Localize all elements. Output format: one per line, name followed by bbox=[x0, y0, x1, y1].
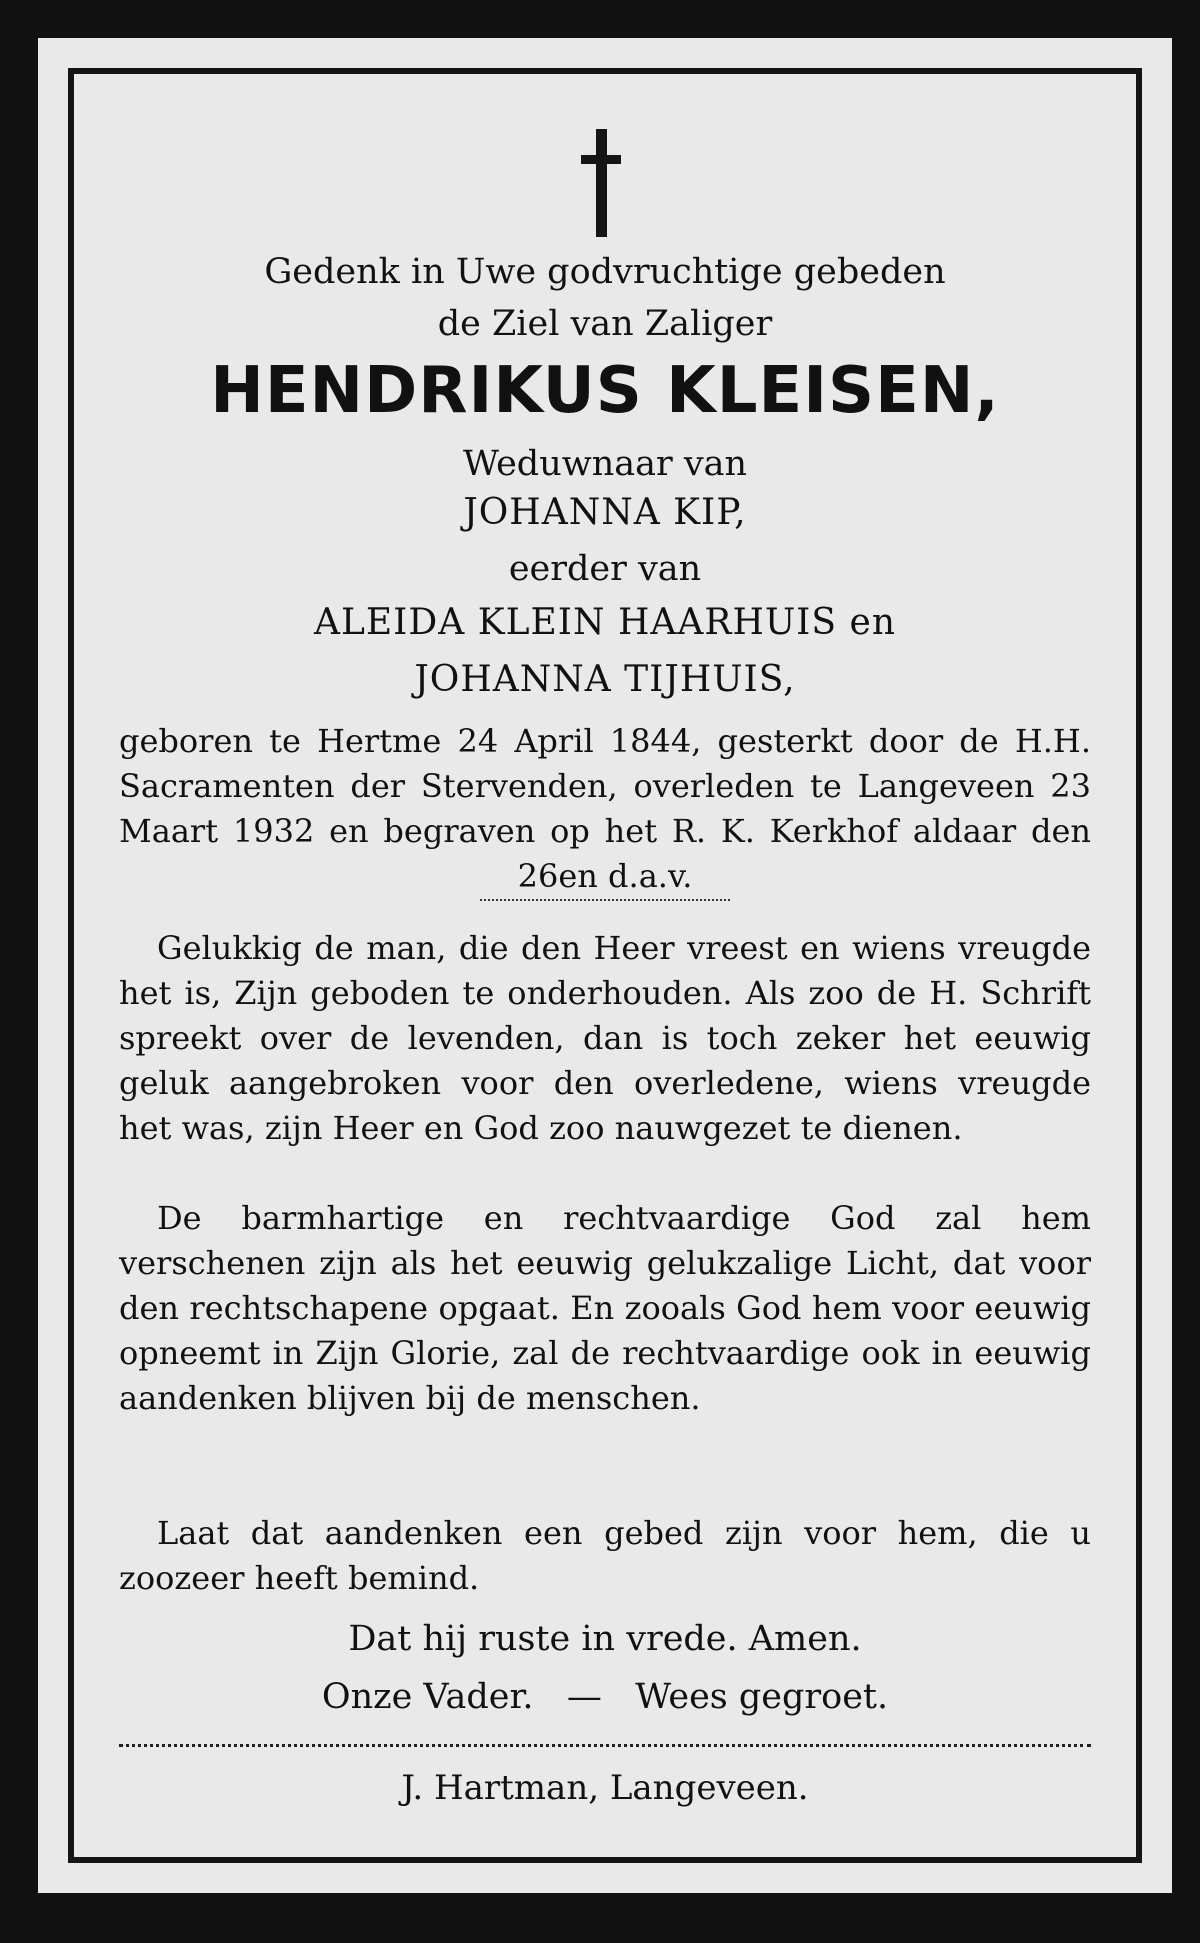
paragraph-2: De barmhartige en rechtvaardige God zal hem verschenen zijn als het eeuwig gelukzalige Licht, dat voor den rechtschapene opgaat. En zooals God hem voor eeuwig opneemt in Zijn Glorie, zal de rechtvaardige ook in eeuwig aandenken blijven bij de menschen. bbox=[119, 1199, 1091, 1417]
intro-line-2: de Ziel van Zaliger bbox=[437, 304, 773, 344]
printer-credit: J. Hartman, Langeveen. bbox=[401, 1768, 809, 1808]
card-border bbox=[68, 68, 1142, 1863]
footer-divider bbox=[119, 1744, 1091, 1747]
wife-name-3: JOHANNA TIJHUIS, bbox=[414, 659, 796, 700]
wife-name-2: ALEIDA KLEIN HAARHUIS en bbox=[314, 602, 896, 643]
wife-name-1: JOHANNA KIP, bbox=[463, 492, 747, 533]
divider bbox=[480, 899, 730, 901]
paragraph-3: Laat dat aandenken een gebed zijn voor hem, die u zoozeer heeft bemind. bbox=[119, 1514, 1091, 1597]
cross-icon bbox=[581, 129, 621, 237]
amen-line: Dat hij ruste in vrede. Amen. bbox=[348, 1619, 862, 1659]
intro-line: Gedenk in Uwe godvruchtige gebeden bbox=[264, 252, 946, 292]
deceased-name: HENDRIKUS KLEISEN, bbox=[210, 354, 1000, 428]
memorial-card bbox=[38, 38, 1172, 1893]
card-content bbox=[119, 104, 1091, 1827]
earlier-of-label: eerder van bbox=[508, 549, 702, 589]
widower-of-label: Weduwnaar van bbox=[462, 444, 748, 484]
prayers-line: Onze Vader. — Wees gegroet. bbox=[321, 1677, 889, 1717]
paragraph-1: Gelukkig de man, die den Heer vreest en wiens vreugde het is, Zijn geboden te onderhouden. Als zoo de H. Schrift spreekt over de levenden, dan is toch zeker het eeuwig geluk aangebroken voor den overledene, wiens vreugde het was, zijn Heer en God zoo nauwgezet te dienen. bbox=[119, 929, 1091, 1147]
biography-text: geboren te Hertme 24 April 1844, gesterkt door de H.H. Sacramenten der Stervenden, overleden te Langeveen 23 Maart 1932 en begraven op het R. K. Kerkhof aldaar den 26en d.a.v. bbox=[119, 722, 1091, 895]
